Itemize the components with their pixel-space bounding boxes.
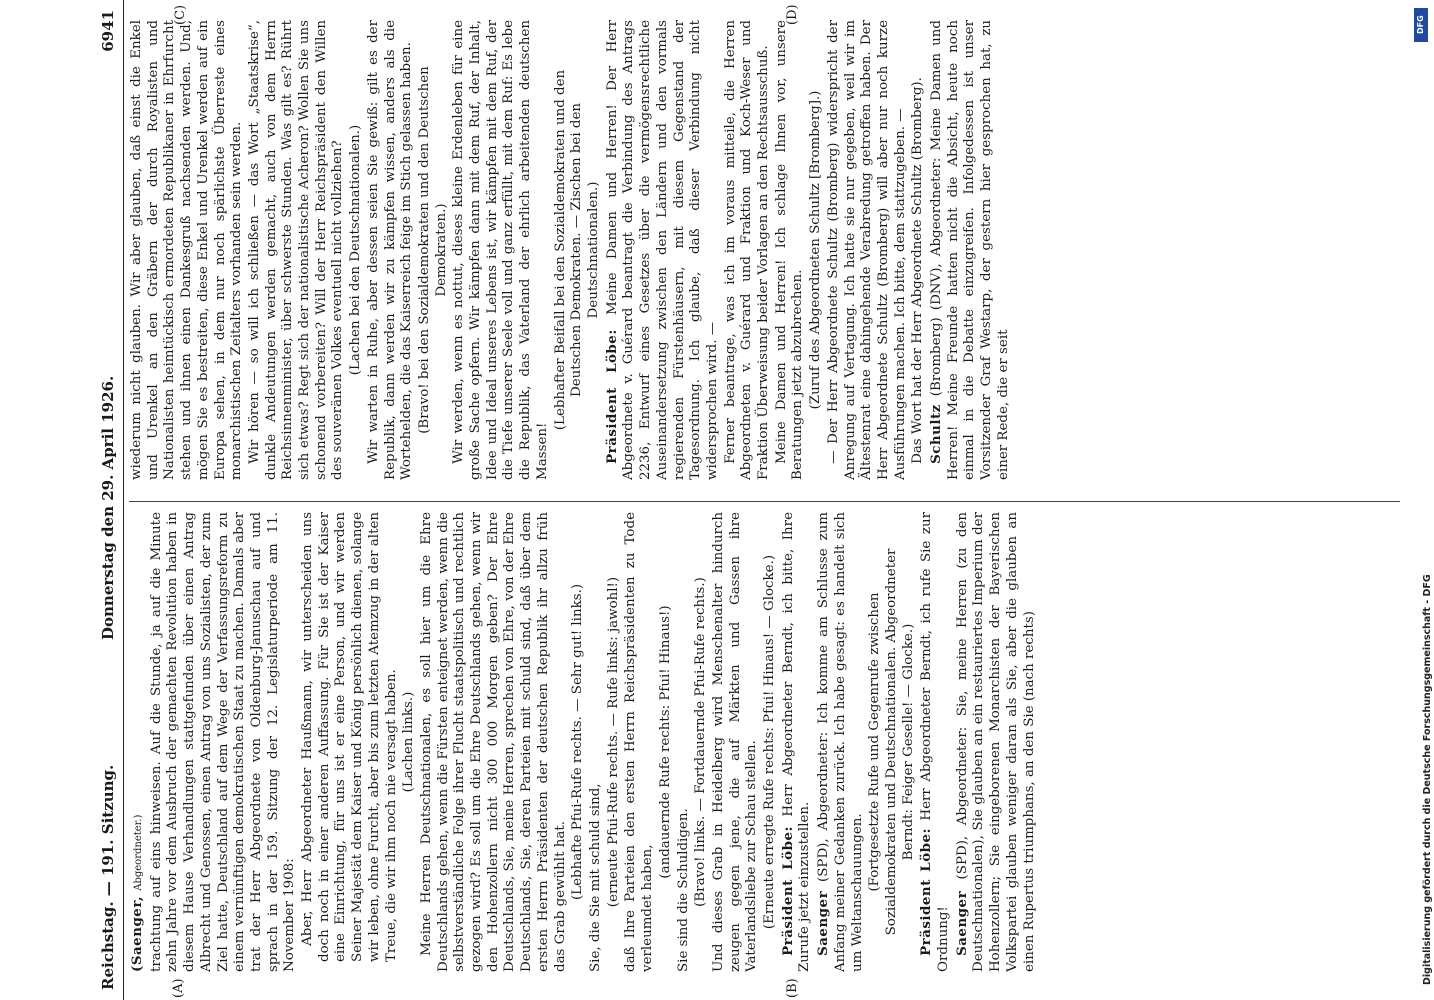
paragraph-text: Meine Herren Deutschnationalen, es soll hier um die Ehre Deutschlands gehen, wenn die Fürsten enteignet werden, wenn die selbstverständliche Folge ihrer Flucht staatspolitisch und rechtlich gezogen wird? Es soll um die Ehre Deutschlands gehen, wenn wir den Hohenzollern nicht 300 000 Morgen geben? Der Ehre Deutschlands, Sie, meine Herren, sprechen von Ehre, von der Ehre Deutschlands, Sie, deren Parteien mit schuld sind, daß über dem ersten Herrn Präsidenten der deutschen Republik ihr allzu früh das Grab gewühlt hat. bbox=[418, 512, 568, 972]
speaker-name: (Saenger, bbox=[129, 890, 145, 972]
paragraph-text: — Der Herr Abgeordnete Schultz (Bromberg) widerspricht der Anregung auf Vertagung. Ich hatte sie nur gegeben, weil wir im Ältestenrat eine dahingehende Verabredung getroffen haben. Der Herr Abgeordnete Schultz (Bromberg) will aber nur noch kurze Ausführungen machen. Ich bitte, dem stattzugeben. — bbox=[825, 20, 908, 480]
margin-letter-b: (B) bbox=[785, 978, 800, 998]
paragraph bbox=[910, 20, 927, 480]
paragraph-text: (SPD), Abgeordneter: Sie, meine Herren (zu den Deutschnationalen), Sie glauben an ein restauriertes Imperium der Hohenzollern; Sie eingeborenen Monarchisten der Bayerischen Volkspartei glauben weniger daran als Sie, aber die glauben an einen Rupertus triumphans, an den Sie (nach rechts) bbox=[954, 512, 1037, 972]
paragraph-text: Herr Abgeordneter Berndt, ich bitte, Ihre Zurufe jetzt einzustellen. bbox=[780, 512, 813, 972]
paragraph: Und dieses Grab in Heidelberg wird Menschenalter hindurch zeugen gegen jene, die auf Märkten und Gassen ihre Vaterlandsliebe zur Schau stellen. bbox=[710, 512, 760, 972]
paragraph-text: (SPD), Abgeordneter: Ich komme am Schlusse zum Anfang meiner Gedanken zurück. Ich habe gesagt: es handelt sich um Weltanschauungen. bbox=[816, 512, 865, 972]
margin-letter-c: (C) bbox=[173, 4, 188, 25]
paragraph bbox=[451, 20, 551, 480]
paragraph bbox=[247, 20, 347, 480]
paragraph bbox=[419, 512, 569, 972]
paragraph bbox=[780, 512, 814, 972]
digitization-credit-strip bbox=[1408, 0, 1434, 1000]
stage-direction: (andauernde Rufe rechts: Pfui! Hinaus!) bbox=[657, 605, 673, 879]
paragraph bbox=[129, 512, 148, 972]
header-date: Donnerstag den 29. April 1926. bbox=[99, 375, 117, 640]
stage-direction: (Fortgesetzte Rufe und Gegenrufe zwischen Sozialdemokraten und Deutschnationalen. Abgeordneter Berndt: Feiger Geselle! — Glocke.) bbox=[867, 548, 916, 936]
speaker-name: Schultz bbox=[928, 396, 945, 464]
column-divider bbox=[129, 501, 1400, 502]
paragraph: trachtung auf eins hinweisen. Auf die Stunde, ja auf die Minute zehn Jahre vor dem Ausbruch der gemachten Revolution haben in diesem Hause Verhandlungen stattgefunden über einen Antrag Albrecht und Genossen, einen Antrag von uns Sozialisten, der zum Ziel hatte, Deutschland auf dem Wege der Verfassungsreform zu einem vernünftigen demokratischen Staat zu machen. Damals aber trat der Herr Abgeordnete von Oldenburg-Januschau auf und sprach in der 159. Sitzung der 12. Legislaturperiode am 11. November 1908: bbox=[148, 512, 298, 972]
paragraph bbox=[366, 20, 416, 480]
left-text-column bbox=[129, 512, 1039, 972]
paragraph-text: Meine Damen und Herren! Der Herr Abgeordnete v. Guérard beantragt die Verbindung des Antrags 2236, Entwurf eines Gesetzes über die vermögensrechtliche Auseinandersetzung zwischen den Ländern und den vormals regierenden Fürstenhäusern, mit diesem Gegenstand der Tagesordnung. Ich glaube, daß dieser Verbindung nicht widersprochen wird. — bbox=[604, 20, 720, 480]
paragraph-text: (Bromberg) (DNV), Abgeordneter: Meine Damen und Herren! Meine Freunde hatten nicht die Absicht, heute noch einmal in die Debatte einzugreifen. Infolgedessen ist unser Vorsitzender Graf Westarp, der gestern hier gesprochen hat, zu einer Rede, die er seit bbox=[929, 20, 1011, 480]
speaker-tag: Abgeordneter.) bbox=[133, 814, 144, 891]
header-session: Reichstag. — 191. Sitzung. bbox=[99, 764, 117, 990]
paragraph-text: Wir werden, wenn es nottut, dieses kleine Erdenleben für eine große Sache opfern. Wir kämpfen dann mit dem Ruf, der Inhalt, Idee und Ideal unseres Lebens ist, wir kämpfen mit dem Ruf, der die Tiefe unserer Seele voll und ganz erfüllt, mit dem Ruf: Es lebe die Republik, das Vaterland der ehrlich arbeitenden deutschen Massen! bbox=[451, 20, 550, 480]
speaker-name: Präsident Löbe: bbox=[779, 816, 796, 956]
stage-direction: (Lebhafte Pfui-Rufe rechts. — Sehr gut! links.) bbox=[570, 583, 586, 901]
paragraph-text: Das Wort hat der Herr Abgeordnete Schultz (Bromberg). bbox=[910, 77, 926, 464]
paragraph: daß Ihre Parteien den ersten Herrn Reichspräsidenten zu Tode verleumdet haben, bbox=[623, 512, 656, 972]
stage-direction: (Bravo! links. — Fortdauernde Pfui-Rufe rechts.) bbox=[693, 577, 709, 907]
paragraph bbox=[723, 20, 773, 480]
header-page-number: 6941 bbox=[99, 10, 117, 52]
paragraph bbox=[918, 512, 952, 972]
paragraph-text: Wir warten in Ruhe, aber dessen seien Sie gewiß: gilt es der Republik, dann werden wir zu kämpfen wissen, anders als die Wortehelden, die das Kaiserreich feige im Stich gelassen haben. bbox=[365, 20, 415, 480]
paragraph-text: Ferner beantrage, was ich im voraus mitteile, die Herren Abgeordneten v. Guérard und Fraktion und Koch-Weser und Fraktion Überweisung beider Vorlagen an den Rechtsausschuß. bbox=[722, 20, 772, 480]
paragraph: Sie sind die Schuldigen. bbox=[675, 808, 691, 972]
paragraph-text: Meine Damen und Herren! Ich schlage Ihnen vor, unsere Beratungen jetzt abzubrechen. bbox=[773, 20, 806, 480]
stage-direction: (Erneute erregte Rufe rechts: Pfui! Hinaus! — Glocke.) bbox=[762, 554, 778, 930]
page-header bbox=[91, 0, 124, 1000]
stage-direction: (Lachen links.) bbox=[401, 691, 417, 793]
right-text-column bbox=[129, 20, 1014, 480]
speaker-name: Präsident Löbe: bbox=[918, 820, 935, 956]
speaker-name: Saenger bbox=[953, 879, 970, 956]
paragraph bbox=[826, 20, 910, 480]
quoted-passage: Aber, Herr Abgeordneter Haußmann, wir unterscheiden uns doch noch in einer anderen Auffassung. Für Sie ist der Kaiser eine Einrichtung, für uns ist er eine Person, und wir werden Seiner Majestät dem Kaiser und König persönlich dienen, solange wir leben, ohne Furcht, aber bis zum letzten Atemzug in der alten Treue, die wir ihm noch nie versagt haben. bbox=[300, 512, 399, 962]
stage-direction: (Bravo! bei den Sozialdemokraten und den Deutschen Demokraten.) bbox=[416, 66, 449, 434]
paragraph bbox=[928, 20, 1013, 480]
margin-letter-a: (A) bbox=[171, 978, 186, 998]
paragraph bbox=[774, 20, 807, 480]
digitization-credit-text: Digitalisierung gefördert durch die Deutsche Forschungsgemeinschaft - DFG bbox=[1422, 574, 1433, 985]
dfg-logo: DFG bbox=[1414, 8, 1428, 42]
stage-direction: (Lachen bei den Deutschnationalen.) bbox=[348, 124, 364, 376]
paragraph-text: Wir hören — so will ich schließen — das Wort „Staatskrise“, dunkle Andeutungen werden gemacht, auch von dem Herrn Reichsinnenminister, über schwerste Stunden. Was gilt es? Rührt sich etwas? Regt sich der nationalistische Acheron? Wollen Sie uns schonend vorbereiten? Will der Herr Reichspräsident den Willen des souveränen Volkes eventuell nicht vollziehen? bbox=[246, 20, 346, 480]
speaker-name: Präsident Löbe: bbox=[603, 314, 620, 464]
rotated-document-page bbox=[85, 0, 1420, 1000]
speaker-name: Saenger bbox=[815, 881, 832, 956]
paragraph bbox=[815, 512, 866, 972]
stage-direction: (erneute Pfui-Rufe rechts. — Rufe links: jawohl!) bbox=[605, 576, 621, 908]
paragraph: wiederum nicht glauben. Wir aber glauben, daß einst die Enkel und Urenkel an den Gräbern der durch Royalisten und Nationalisten heimtückisch ermordeten Republikaner in Ehrfurcht stehen und ihnen einen Dankesgruß nachsenden werden. Und, mögen Sie es bestreiten, diese Enkel und Urenkel werden auf ein Europa sehen, in dem nur noch spärlichste Überreste eines monarchistischen Zeitalters vorhanden sein werden. bbox=[129, 20, 245, 480]
stage-direction: (Lebhafter Beifall bei den Sozialdemokraten und den Deutschen Demokraten. — Zischen bei den Deutschnationalen.) bbox=[552, 69, 601, 431]
paragraph: Sie, die Sie mit schuld sind, bbox=[587, 783, 603, 972]
stage-direction: (Zuruf des Abgeordneten Schultz [Bromberg].) bbox=[808, 90, 824, 410]
paragraph bbox=[954, 512, 1039, 972]
paragraph bbox=[604, 20, 722, 480]
paragraph-text: Herr Abgeordneter Berndt, ich rufe Sie zur Ordnung! bbox=[919, 512, 952, 972]
margin-letter-d: (D) bbox=[785, 4, 800, 25]
